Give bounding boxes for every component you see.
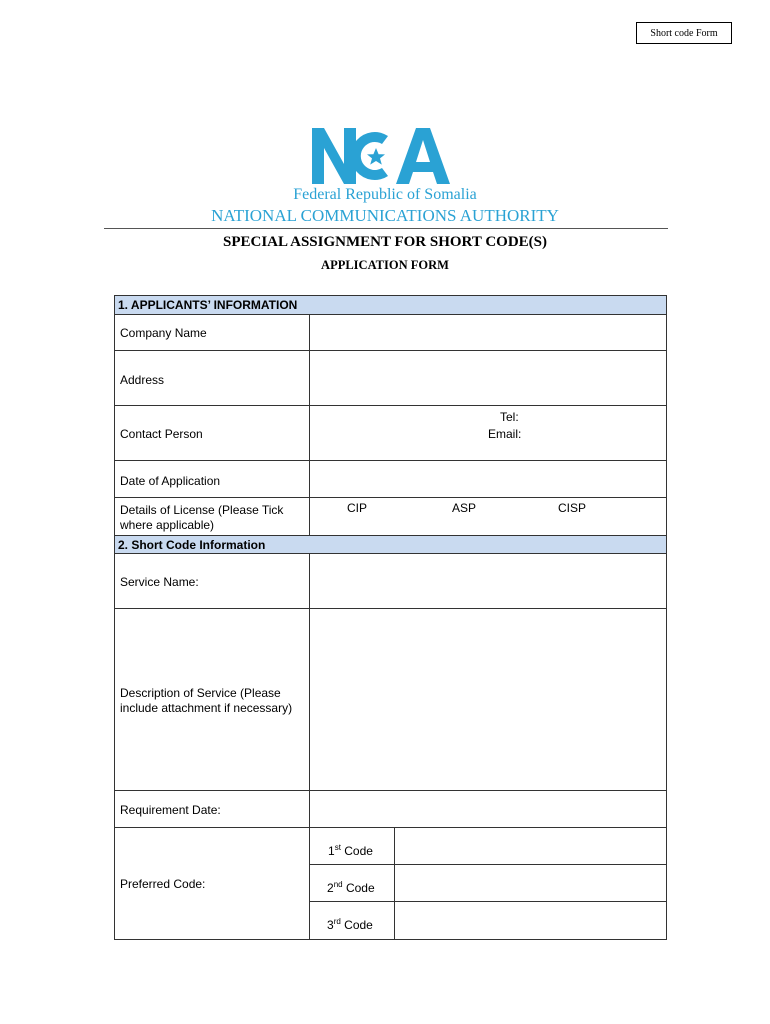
- logo-letter-a: [396, 128, 450, 184]
- description-label-line2: include attachment if necessary): [120, 701, 293, 715]
- date-of-application-label: Date of Application: [120, 474, 221, 488]
- license-option-cisp[interactable]: CISP: [558, 501, 587, 515]
- license-details-label-line1: Details of License (Please Tick: [120, 503, 284, 517]
- company-name-label: Company Name: [120, 326, 207, 340]
- form-type-label: Short code Form: [636, 22, 732, 44]
- section2-heading: 2. Short Code Information: [114, 536, 666, 554]
- org-line-2: NATIONAL COMMUNICATIONS AUTHORITY: [211, 206, 559, 225]
- license-option-cip[interactable]: CIP: [347, 501, 368, 515]
- preferred-code-3-field[interactable]: [396, 903, 665, 938]
- nca-logo: [310, 126, 460, 186]
- tel-label: Tel:: [500, 410, 519, 424]
- contact-person-label: Contact Person: [120, 427, 203, 441]
- logo-star-icon: [367, 148, 385, 165]
- requirement-date-field[interactable]: [311, 792, 665, 826]
- email-label: Email:: [488, 427, 522, 441]
- requirement-date-label: Requirement Date:: [120, 803, 221, 817]
- address-label: Address: [120, 373, 165, 387]
- preferred-code-1-label: 1st Code: [328, 843, 373, 858]
- preferred-code-label: Preferred Code:: [120, 877, 206, 891]
- preferred-code-3-label: 3rd Code: [327, 917, 373, 932]
- service-name-field[interactable]: [311, 555, 665, 608]
- license-details-label-line2: where applicable): [120, 518, 215, 532]
- preferred-code-2-label: 2nd Code: [327, 880, 375, 895]
- description-field[interactable]: [311, 610, 665, 789]
- preferred-code-1-field[interactable]: [396, 829, 665, 863]
- form-title: SPECIAL ASSIGNMENT FOR SHORT CODE(S): [223, 234, 547, 250]
- logo-letter-n: [312, 128, 356, 184]
- preferred-code-2-field[interactable]: [396, 866, 665, 900]
- company-name-field[interactable]: [311, 316, 665, 350]
- section1-heading: 1. APPLICANTS’ INFORMATION: [114, 296, 666, 314]
- org-line-1: Federal Republic of Somalia: [293, 186, 477, 203]
- address-field[interactable]: [311, 352, 665, 405]
- form-subtitle: APPLICATION FORM: [321, 258, 449, 272]
- date-of-application-field[interactable]: [311, 462, 665, 496]
- license-option-asp[interactable]: ASP: [452, 501, 477, 515]
- header-divider: [104, 228, 668, 229]
- description-label-line1: Description of Service (Please: [120, 686, 281, 700]
- service-name-label: Service Name:: [120, 575, 199, 589]
